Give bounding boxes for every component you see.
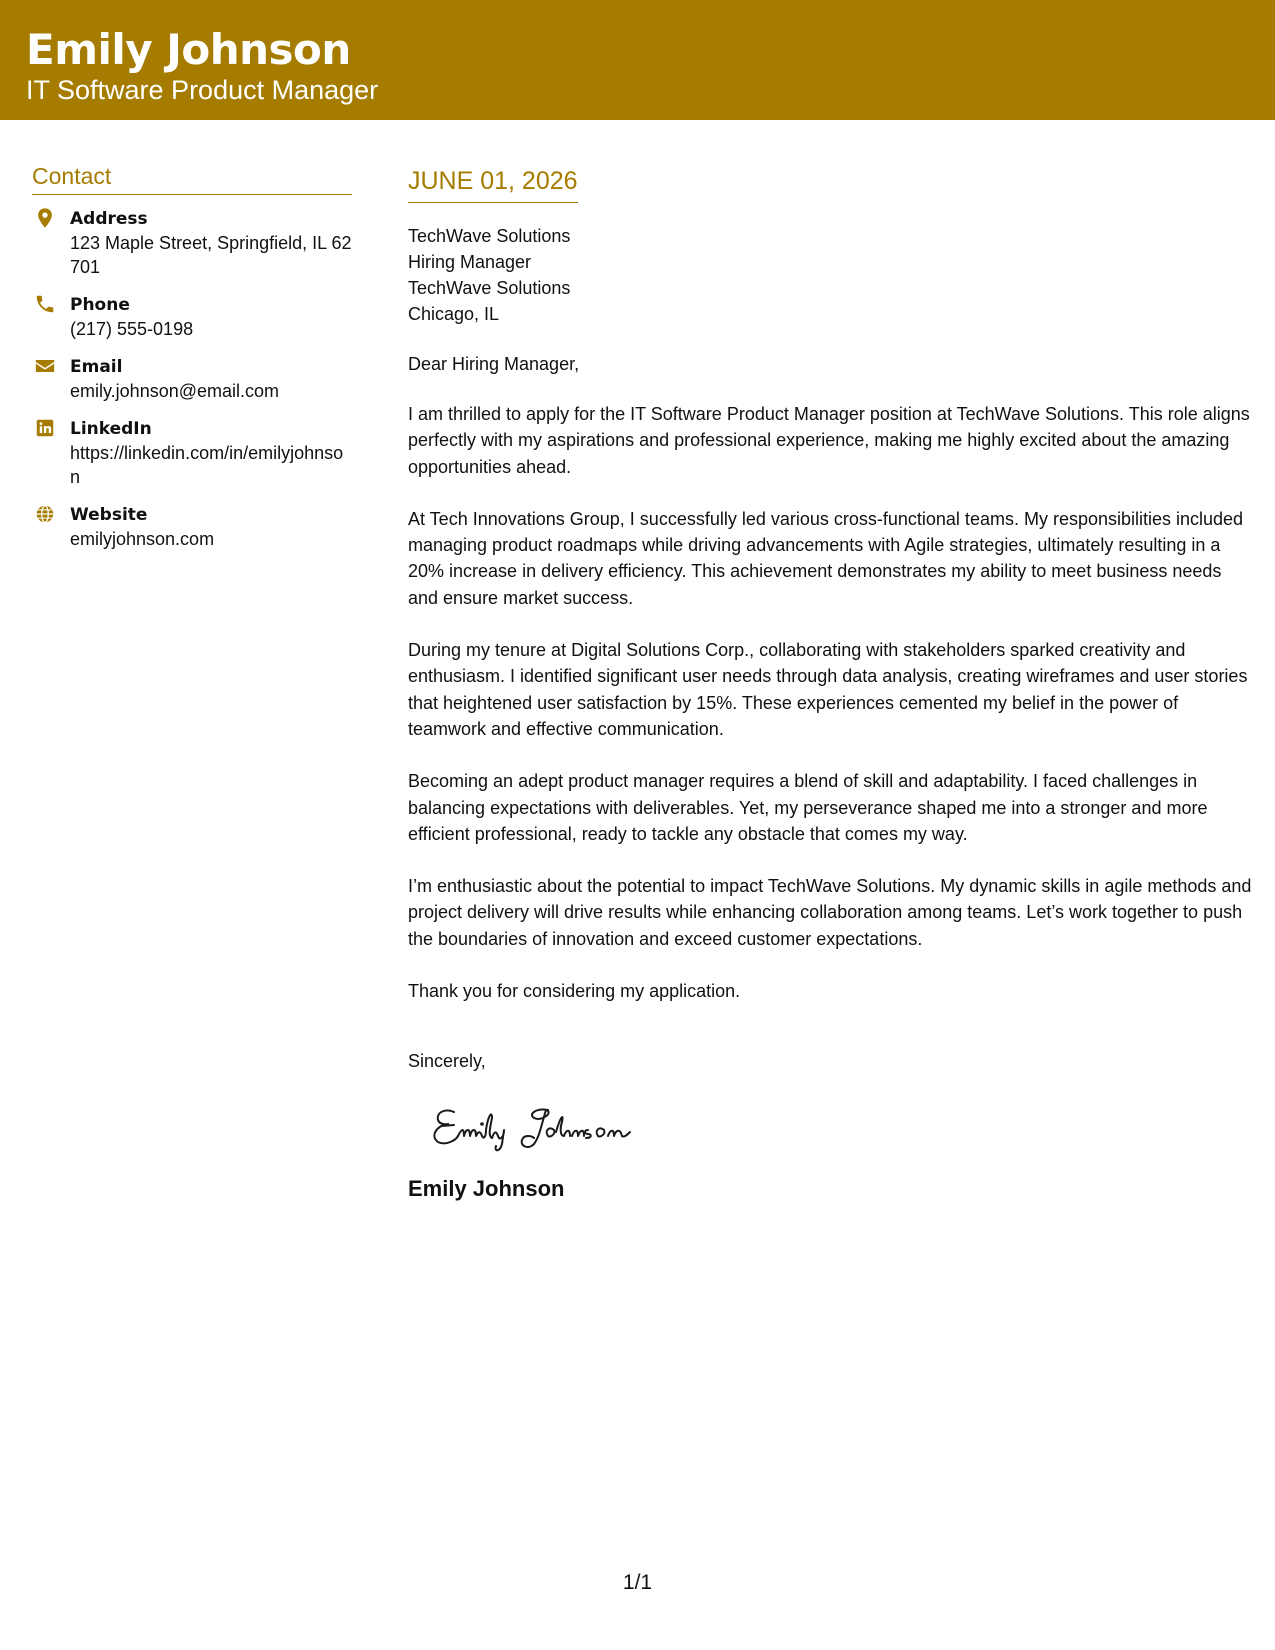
phone-icon: [34, 293, 56, 315]
applicant-name: Emily Johnson: [26, 25, 351, 74]
letter-paragraph: Becoming an adept product manager requires a blend of skill and adaptability. I faced challenges in balancing expectations with deliverables. Yet, my perseverance shaped me into a stronger and more efficient professional, ready to tackle any obstacle that comes my way.: [408, 771, 1208, 844]
letter-paragraph: At Tech Innovations Group, I successfully led various cross-functional teams. My responsibilities included managing product roadmaps while driving advancements with Agile strategies, ultimately resulting in a 20% increase in delivery efficiency. This achievement demonstrates my ability to meet business needs and ensure market success.: [408, 508, 1244, 608]
globe-icon: [34, 503, 56, 525]
letter-paragraph: I’m enthusiastic about the potential to impact TechWave Solutions. My dynamic skills in agile methods and project delivery will drive results while enhancing collaboration among teams. Let’s work together to push the boundaries of innovation and exceed customer expectations.: [408, 876, 1252, 949]
contact-item-email: [32, 355, 352, 403]
contact-item-phone: [32, 293, 352, 341]
contact-item-address: [32, 207, 352, 279]
contact-item-linkedin: [32, 417, 352, 489]
contact-value-email: emily.johnson@email.com: [70, 381, 280, 401]
contact-label-address: Address: [70, 209, 148, 229]
letter-paragraph-thanks: Thank you for considering my application.: [408, 981, 741, 1002]
applicant-title: IT Software Product Manager: [26, 75, 379, 105]
letter-date: JUNE 01, 2026: [408, 167, 578, 195]
contact-label-email: Email: [70, 357, 123, 377]
contact-value-phone: (217) 555-0198: [70, 319, 194, 339]
contact-label-website: Website: [70, 505, 148, 525]
handwritten-signature: [424, 1096, 664, 1156]
recipient-contact: Hiring Manager: [408, 252, 532, 272]
map-pin-icon: [34, 207, 56, 229]
salutation: Dear Hiring Manager,: [408, 354, 580, 374]
contact-label-linkedin: LinkedIn: [70, 419, 152, 439]
recipient-company: TechWave Solutions: [408, 226, 571, 246]
contact-label-phone: Phone: [70, 295, 130, 315]
letter-paragraph: I am thrilled to apply for the IT Software Product Manager position at TechWave Solutions. This role aligns perfectly with my aspirations and professional experience, making me highly excited about the amazing opportunities ahead.: [408, 404, 1250, 477]
signer-name: Emily Johnson: [408, 1176, 565, 1202]
header-banner: [0, 0, 1275, 120]
recipient-company-repeat: TechWave Solutions: [408, 278, 571, 298]
linkedin-icon: [34, 417, 56, 439]
contact-item-website: [32, 503, 352, 551]
contact-value-website[interactable]: emilyjohnson.com: [70, 529, 215, 549]
recipient-location: Chicago, IL: [408, 304, 500, 324]
contact-value-linkedin[interactable]: https://linkedin.com/in/emilyjohnson: [70, 443, 344, 487]
page-number: 1/1: [622, 1571, 653, 1594]
envelope-icon: [34, 355, 56, 377]
date-block: [408, 164, 578, 203]
closing: Sincerely,: [408, 1051, 486, 1072]
contact-value-address: 123 Maple Street, Springfield, IL 62701: [70, 233, 352, 277]
letter-body: [408, 164, 1253, 1203]
contact-sidebar: [32, 160, 352, 565]
recipient-block: [408, 223, 1253, 327]
letter-paragraph: During my tenure at Digital Solutions Corp., collaborating with stakeholders sparked creativity and enthusiasm. I identified significant user needs through data analysis, creating wireframes and user stories that heightened user satisfaction by 15%. These experiences cemented my belief in the power of teamwork and effective communication.: [408, 640, 1248, 739]
contact-heading: Contact: [32, 160, 352, 195]
